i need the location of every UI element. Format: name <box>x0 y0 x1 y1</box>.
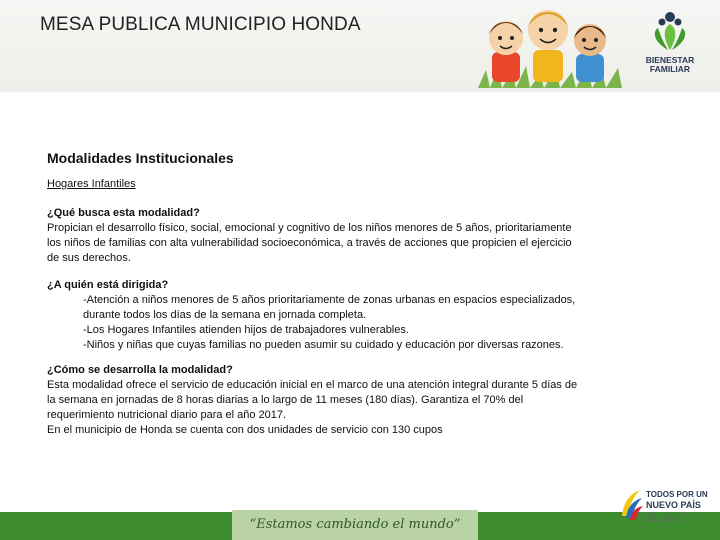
answer-line: -Niños y niñas que cuyas familias no pueden asumir su cuidado y educación por diversas razones. <box>83 339 564 351</box>
answer-line: la semana en jornadas de 8 horas diarias a lo largo de 11 meses (180 días). Garantiza el 70% del <box>47 394 524 406</box>
cartoon-children-icon <box>478 0 628 88</box>
question-how: ¿Cómo se desarrolla la modalidad? <box>47 364 233 376</box>
answer-line: requerimiento nutricional diario para el año 2017. <box>47 409 287 421</box>
logo-line-3: PAZ · EQUIDAD · EDUCACIÓN <box>646 512 694 524</box>
question-block-who <box>47 278 632 353</box>
bienestar-familiar-logo <box>640 10 700 82</box>
answer-line: los niños de familias con alta vulnerabilidad socioeconómica, a través de acciones que propicien el ejercicio <box>47 237 572 249</box>
footer-slogan <box>232 510 478 540</box>
todos-por-un-nuevo-pais-logo <box>618 484 714 528</box>
answer-line: Esta modalidad ofrece el servicio de educación inicial en el marco de una atención integral durante 5 días de <box>47 379 578 391</box>
logo-line-1: TODOS POR UN <box>646 490 708 499</box>
bienestar-line: BIENESTAR <box>645 55 695 65</box>
question-block-how <box>47 363 632 438</box>
question-what: ¿Qué busca esta modalidad? <box>47 207 200 219</box>
answer-line: -Atención a niños menores de 5 años prioritariamente de zonas urbanas en espacios especializados, <box>83 294 576 306</box>
answer-line: En el municipio de Honda se cuenta con dos unidades de servicio con 130 cupos <box>47 424 443 436</box>
question-block-what <box>47 206 632 266</box>
logo-line-2: NUEVO PAÍS <box>646 500 701 510</box>
page-title: MESA PUBLICA MUNICIPIO HONDA <box>40 14 361 35</box>
answer-line: durante todos los días de la semana en jornada completa. <box>83 309 367 321</box>
section-title: Modalidades Institucionales <box>47 150 234 166</box>
question-who: ¿A quién está dirigida? <box>47 279 169 291</box>
answer-line: de sus derechos. <box>47 252 131 264</box>
answer-line: -Los Hogares Infantiles atienden hijos de trabajadores vulnerables. <box>83 324 409 336</box>
familiar-line: FAMILIAR <box>649 64 691 74</box>
todos-por-un-nuevo-pais-logo-icon <box>618 486 644 522</box>
slogan-text: “Estamos cambiando el mundo” <box>249 517 461 532</box>
bienestar-familiar-logo-icon <box>640 10 700 54</box>
answer-line: Propician el desarrollo físico, social, emocional y cognitivo de los niños menores de 5 años, prioritariamente <box>47 222 572 234</box>
subsection-title: Hogares Infantiles <box>47 178 136 190</box>
